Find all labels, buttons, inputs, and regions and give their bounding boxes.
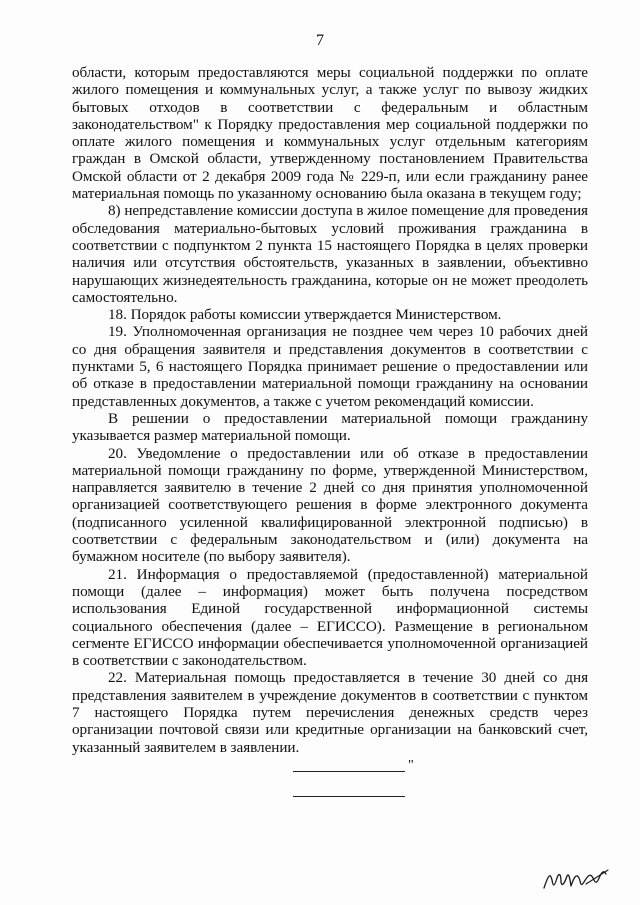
paragraph-21: 21. Информация о предоставляемой (предоставленной) материальной помощи (далее – информация) может быть получена посредством использования Единой государственной информационной системы социального обеспечения (далее – ЕГИССО). Размещение в региональном сегменте ЕГИССО информации обеспечивается уполномоченной организацией в соответствии с законодательством. — [72, 565, 588, 670]
paragraph-19-decision: В решении о предоставлении материальной помощи гражданину указывается размер материальной помощи. — [72, 409, 588, 445]
paragraph-22: 22. Материальная помощь предоставляется в течение 30 дней со дня представления заявителем в учреждение документов в соответствии с пунктом 7 настоящего Порядка путем перечисления денежных средств через организации почтовой связи или кредитные организации на банковский счет, указанный заявителем в заявлении. — [72, 669, 588, 756]
paragraph-item-8: 8) непредставление комиссии доступа в жилое помещение для проведения обследования материально-бытовых условий проживания гражданина в соответствии с подпунктом 2 пункта 15 настоящего Порядка в целях проверки наличия или отсутствия обстоятельств, указанных в заявлении, объективно нарушающих жизнедеятельность гражданина, которые он не может преодолеть самостоятельно. — [72, 202, 588, 306]
paragraph-continuation: области, которым предоставляются меры социальной поддержки по оплате жилого помещения и коммунальных услуг, а также услуг по вывозу жидких бытовых отходов в соответствии с федеральным и областным законодательством" к Порядку предоставления мер социальной поддержки по оплате жилого помещения и коммунальных услуг отдельным категориям граждан в Омской области, утвержденному постановлением Правительства Омской области от 2 декабря 2009 года № 229-п, или если гражданину ранее материальная помощь по указанному основанию была оказана в текущем году; — [72, 64, 588, 203]
paragraph-18: 18. Порядок работы комиссии утверждается Министерством. — [108, 306, 502, 324]
closing-rule-bottom — [293, 796, 405, 797]
document-body — [72, 64, 588, 756]
page-number: 7 — [316, 32, 324, 49]
closing-lines — [293, 758, 423, 801]
closing-rule-top — [293, 771, 405, 772]
closing-quote-mark: " — [408, 758, 414, 773]
paragraph-19: 19. Уполномоченная организация не позднее чем через 10 рабочих дней со дня обращения заявителя и представления документов в соответствии с пунктами 5, 6 настоящего Порядка принимает решение о предоставлении или об отказе в предоставлении материальной помощи гражданину на основании представленных документов, а также с учетом рекомендаций комиссии. — [72, 323, 588, 410]
handwritten-signature — [540, 858, 610, 898]
paragraph-20: 20. Уведомление о предоставлении или об отказе в предоставлении материальной помощи гражданину по форме, утвержденной Министерством, направляется заявителю в течение 2 дней со дня принятия уполномоченной организацией соответствующего решения в форме электронного документа (подписанного усиленной квалифицированной электронной подписью) в соответствии с федеральным законодательством и (или) документа на бумажном носителе (по выбору заявителя). — [72, 444, 588, 566]
